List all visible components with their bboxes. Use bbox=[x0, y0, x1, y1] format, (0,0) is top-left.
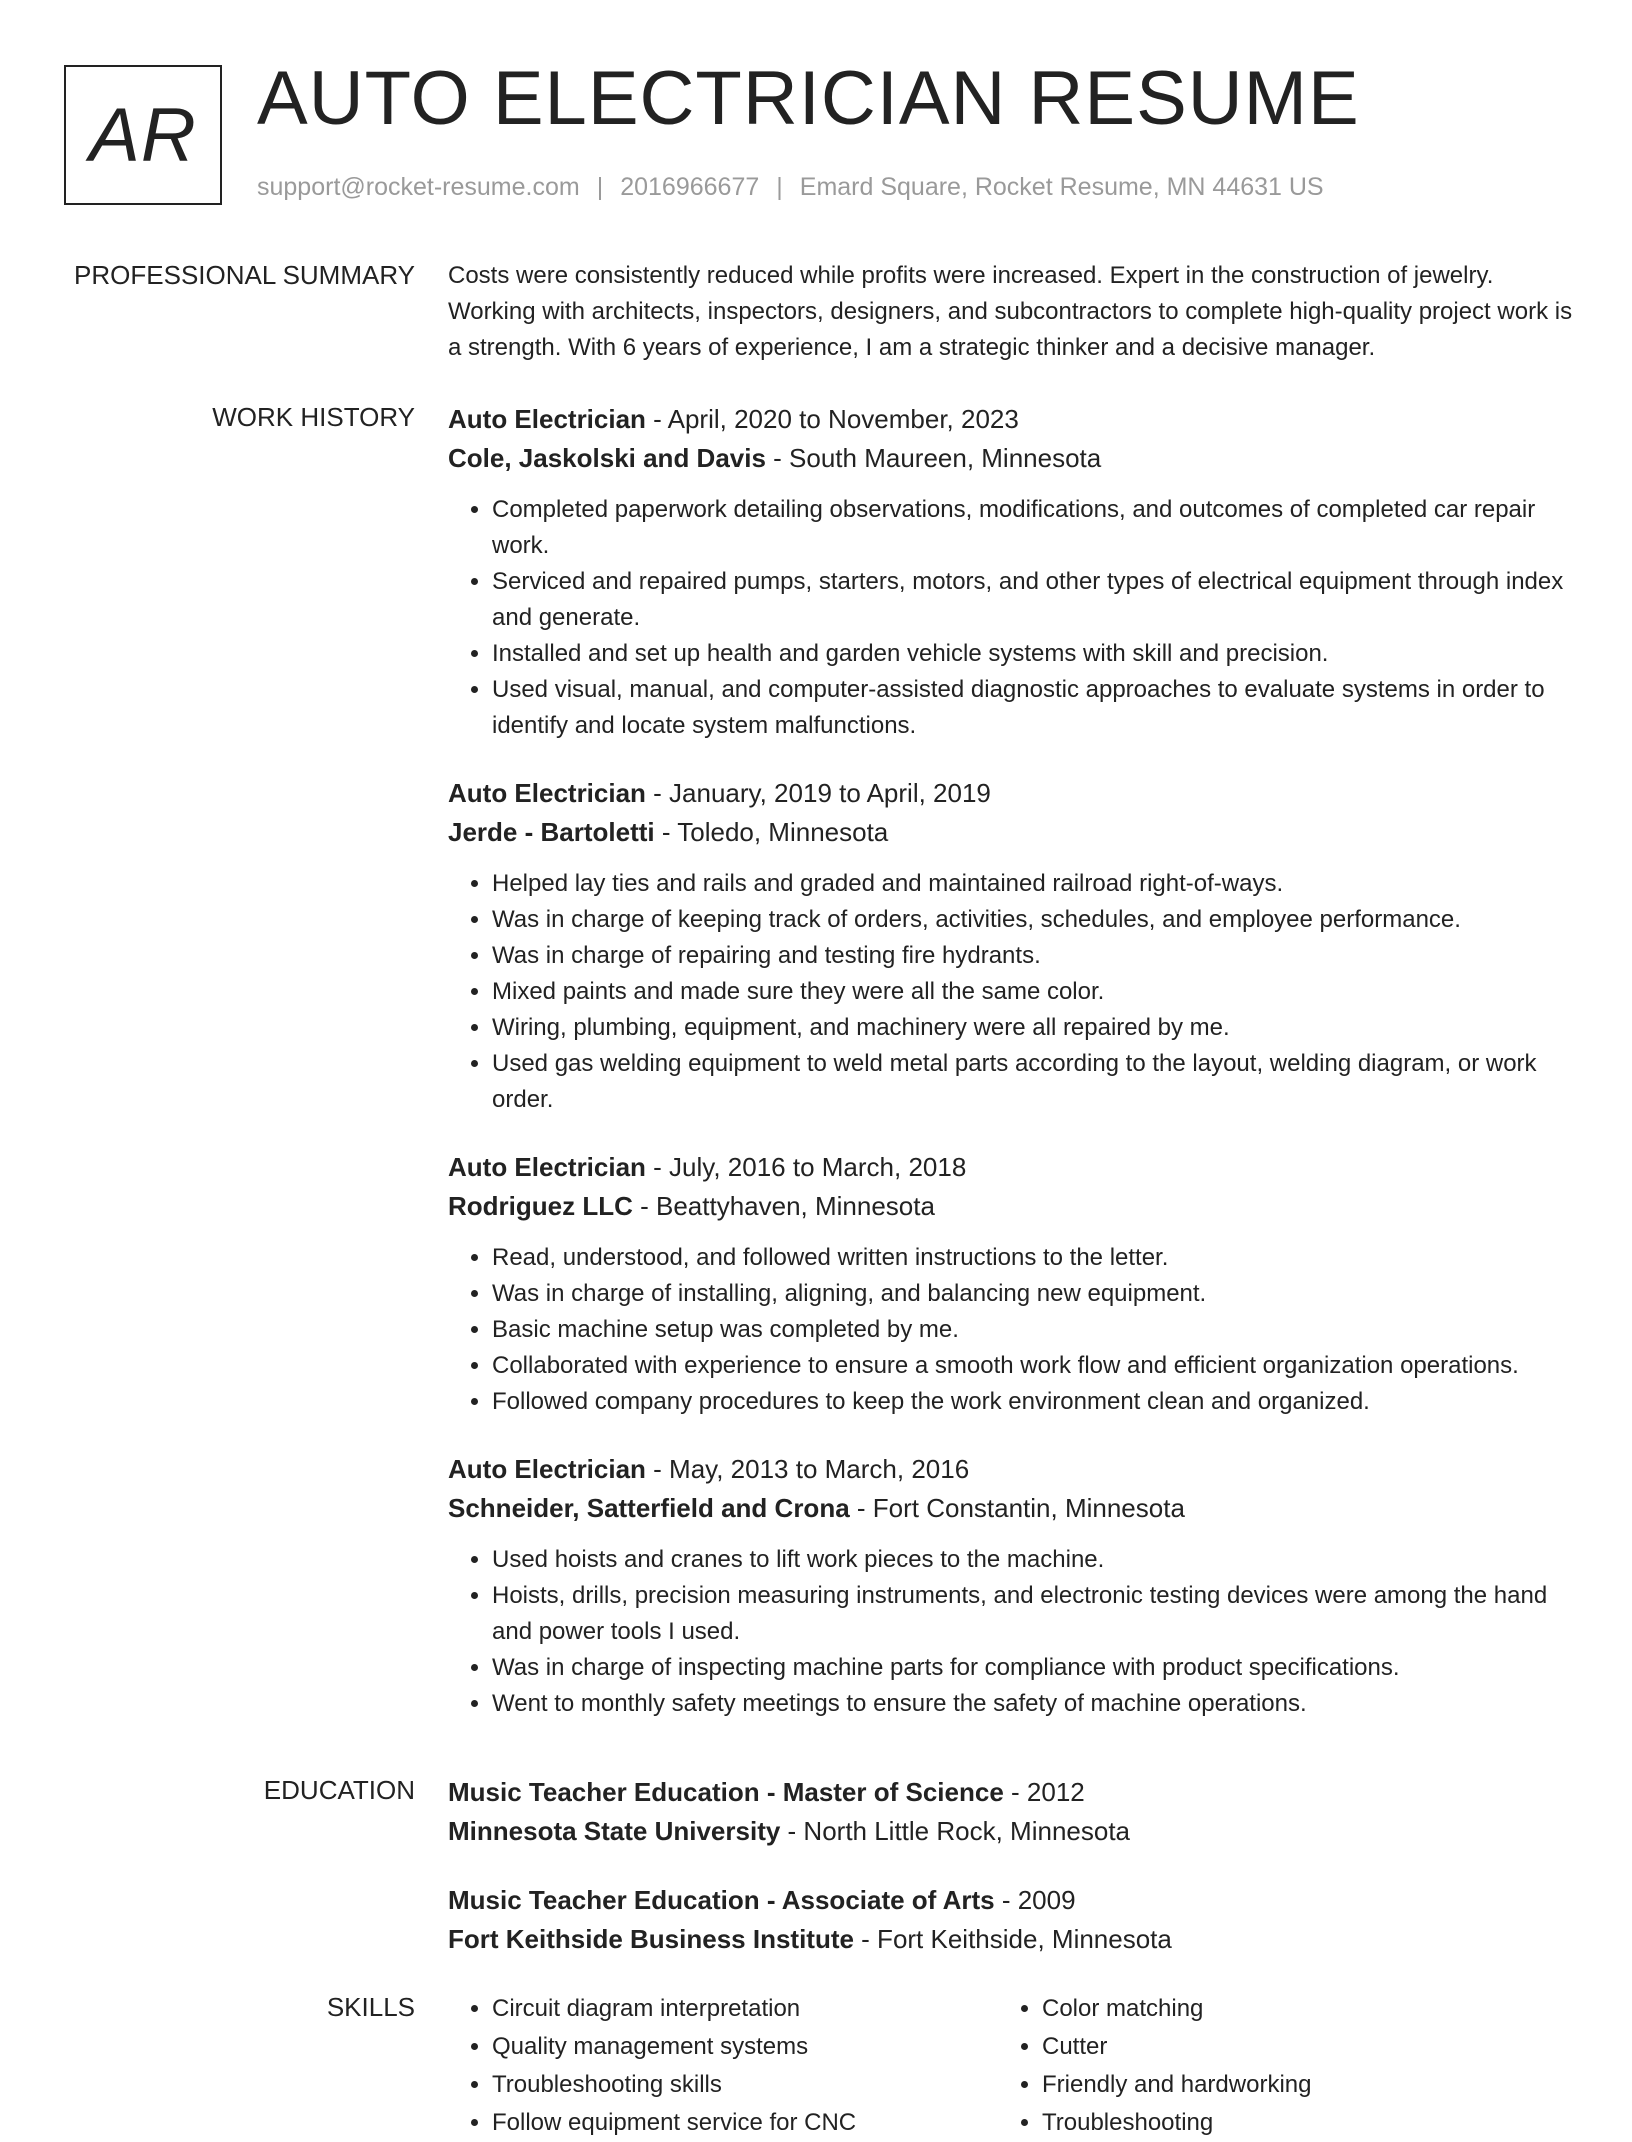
job-company: Rodriguez LLC bbox=[448, 1191, 633, 1221]
contact-phone[interactable]: 2016966677 bbox=[620, 173, 760, 201]
job-title-line bbox=[448, 1148, 1578, 1187]
contact-separator: | bbox=[776, 173, 783, 201]
contact-email[interactable]: support@rocket-resume.com bbox=[257, 173, 580, 201]
skill-item: • Color matching bbox=[1042, 1990, 1548, 2028]
education-degree-line bbox=[448, 1881, 1578, 1920]
resume-title: AUTO ELECTRICIAN RESUME bbox=[257, 56, 1360, 141]
education-content bbox=[448, 1773, 1578, 1989]
work-history-content bbox=[448, 400, 1578, 1752]
section-label-education: EDUCATION bbox=[263, 1775, 415, 1805]
skills-list-left bbox=[448, 1990, 998, 2142]
job-location: - Fort Constantin, Minnesota bbox=[849, 1493, 1185, 1523]
job-title-line bbox=[448, 1450, 1578, 1489]
job-company-line bbox=[448, 439, 1578, 478]
job-entry bbox=[448, 400, 1578, 744]
education-school-line bbox=[448, 1812, 1578, 1851]
job-location: - Toledo, Minnesota bbox=[654, 817, 889, 847]
job-bullet: • Helped lay ties and rails and graded and maintained railroad right-of-ways. bbox=[492, 866, 1578, 902]
education-year: - 2012 bbox=[1003, 1777, 1085, 1807]
education-location: - North Little Rock, Minnesota bbox=[780, 1816, 1131, 1846]
skill-item: • Friendly and hardworking bbox=[1042, 2066, 1548, 2104]
skills-content bbox=[448, 1990, 1578, 2142]
job-dates: - July, 2016 to March, 2018 bbox=[645, 1152, 967, 1182]
education-school-line bbox=[448, 1920, 1578, 1959]
job-title: Auto Electrician bbox=[448, 778, 646, 808]
education-year: - 2009 bbox=[994, 1885, 1076, 1915]
job-bullets bbox=[448, 1240, 1578, 1420]
job-entry bbox=[448, 774, 1578, 1118]
job-bullet: • Followed company procedures to keep the work environment clean and organized. bbox=[492, 1384, 1578, 1420]
job-company-line bbox=[448, 1187, 1578, 1226]
job-bullet: • Hoists, drills, precision measuring instruments, and electronic testing devices were among the hand and power tools I used. bbox=[492, 1578, 1578, 1650]
education-entry bbox=[448, 1881, 1578, 1959]
education-school: Minnesota State University bbox=[448, 1816, 781, 1846]
job-bullet: • Was in charge of inspecting machine parts for compliance with product specifications. bbox=[492, 1650, 1578, 1686]
job-title-line bbox=[448, 774, 1578, 813]
job-title: Auto Electrician bbox=[448, 1152, 646, 1182]
job-bullet: • Was in charge of installing, aligning, and balancing new equipment. bbox=[492, 1276, 1578, 1312]
job-bullet: • Installed and set up health and garden vehicle systems with skill and precision. bbox=[492, 636, 1578, 672]
job-title: Auto Electrician bbox=[448, 404, 646, 434]
skill-item: • Troubleshooting skills bbox=[492, 2066, 998, 2104]
job-bullets bbox=[448, 1542, 1578, 1722]
section-label-work-history: WORK HISTORY bbox=[212, 402, 415, 432]
summary-text: Costs were consistently reduced while profits were increased. Expert in the construction of jewelry. Working with architects, inspectors, designers, and subcontractors to complete high-quality project work is a strength. With 6 years of experience, I am a strategic thinker and a decisive manager. bbox=[448, 262, 1573, 361]
job-bullet: • Was in charge of keeping track of orders, activities, schedules, and employee performance. bbox=[492, 902, 1578, 938]
job-bullet: • Mixed paints and made sure they were all the same color. bbox=[492, 974, 1578, 1010]
job-company-line bbox=[448, 813, 1578, 852]
job-title-line bbox=[448, 400, 1578, 439]
skill-item: • Cutter bbox=[1042, 2028, 1548, 2066]
skills-columns bbox=[448, 1990, 1578, 2142]
job-bullet: • Went to monthly safety meetings to ensure the safety of machine operations. bbox=[492, 1686, 1578, 1722]
job-dates: - May, 2013 to March, 2016 bbox=[645, 1454, 970, 1484]
job-bullet: • Used hoists and cranes to lift work pieces to the machine. bbox=[492, 1542, 1578, 1578]
job-company: Jerde - Bartoletti bbox=[448, 817, 655, 847]
contact-line bbox=[257, 173, 1324, 202]
job-bullet: • Used visual, manual, and computer-assisted diagnostic approaches to evaluate systems in order to identify and locate system malfunctions. bbox=[492, 672, 1578, 744]
contact-address: Emard Square, Rocket Resume, MN 44631 US bbox=[799, 173, 1324, 201]
skill-item: • Quality management systems bbox=[492, 2028, 998, 2066]
job-dates: - April, 2020 to November, 2023 bbox=[645, 404, 1019, 434]
job-location: - South Maureen, Minnesota bbox=[765, 443, 1102, 473]
resume-header bbox=[64, 56, 1584, 225]
job-bullet: • Read, understood, and followed written instructions to the letter. bbox=[492, 1240, 1578, 1276]
skill-item: • Circuit diagram interpretation bbox=[492, 1990, 998, 2028]
section-label-skills: SKILLS bbox=[326, 1992, 415, 2022]
job-company: Cole, Jaskolski and Davis bbox=[448, 443, 766, 473]
job-bullet: • Wiring, plumbing, equipment, and machinery were all repaired by me. bbox=[492, 1010, 1578, 1046]
job-bullet: • Collaborated with experience to ensure a smooth work flow and efficient organization operations. bbox=[492, 1348, 1578, 1384]
education-degree-line bbox=[448, 1773, 1578, 1812]
job-entry bbox=[448, 1148, 1578, 1420]
job-dates: - January, 2019 to April, 2019 bbox=[645, 778, 991, 808]
skill-item: • Troubleshooting bbox=[1042, 2104, 1548, 2142]
education-entry bbox=[448, 1773, 1578, 1851]
summary-content bbox=[448, 258, 1578, 366]
job-bullet: • Basic machine setup was completed by me. bbox=[492, 1312, 1578, 1348]
job-location: - Beattyhaven, Minnesota bbox=[632, 1191, 935, 1221]
education-location: - Fort Keithside, Minnesota bbox=[853, 1924, 1172, 1954]
job-bullet: • Used gas welding equipment to weld metal parts according to the layout, welding diagram, or work order. bbox=[492, 1046, 1578, 1118]
job-company-line bbox=[448, 1489, 1578, 1528]
monogram-logo: AR bbox=[64, 65, 222, 205]
skill-item: • Follow equipment service for CNC bbox=[492, 2104, 998, 2142]
job-entry bbox=[448, 1450, 1578, 1722]
job-bullets bbox=[448, 492, 1578, 744]
job-title: Auto Electrician bbox=[448, 1454, 646, 1484]
job-bullets bbox=[448, 866, 1578, 1118]
job-bullet: • Was in charge of repairing and testing fire hydrants. bbox=[492, 938, 1578, 974]
job-company: Schneider, Satterfield and Crona bbox=[448, 1493, 850, 1523]
section-label-summary: PROFESSIONAL SUMMARY bbox=[74, 260, 415, 290]
job-bullet: • Serviced and repaired pumps, starters, motors, and other types of electrical equipment through index and generate. bbox=[492, 564, 1578, 636]
education-school: Fort Keithside Business Institute bbox=[448, 1924, 854, 1954]
job-bullet: • Completed paperwork detailing observations, modifications, and outcomes of completed car repair work. bbox=[492, 492, 1578, 564]
skills-list-right bbox=[998, 1990, 1548, 2142]
education-degree: Music Teacher Education - Associate of Arts bbox=[448, 1885, 995, 1915]
contact-separator: | bbox=[596, 173, 604, 201]
education-degree: Music Teacher Education - Master of Science bbox=[448, 1777, 1004, 1807]
